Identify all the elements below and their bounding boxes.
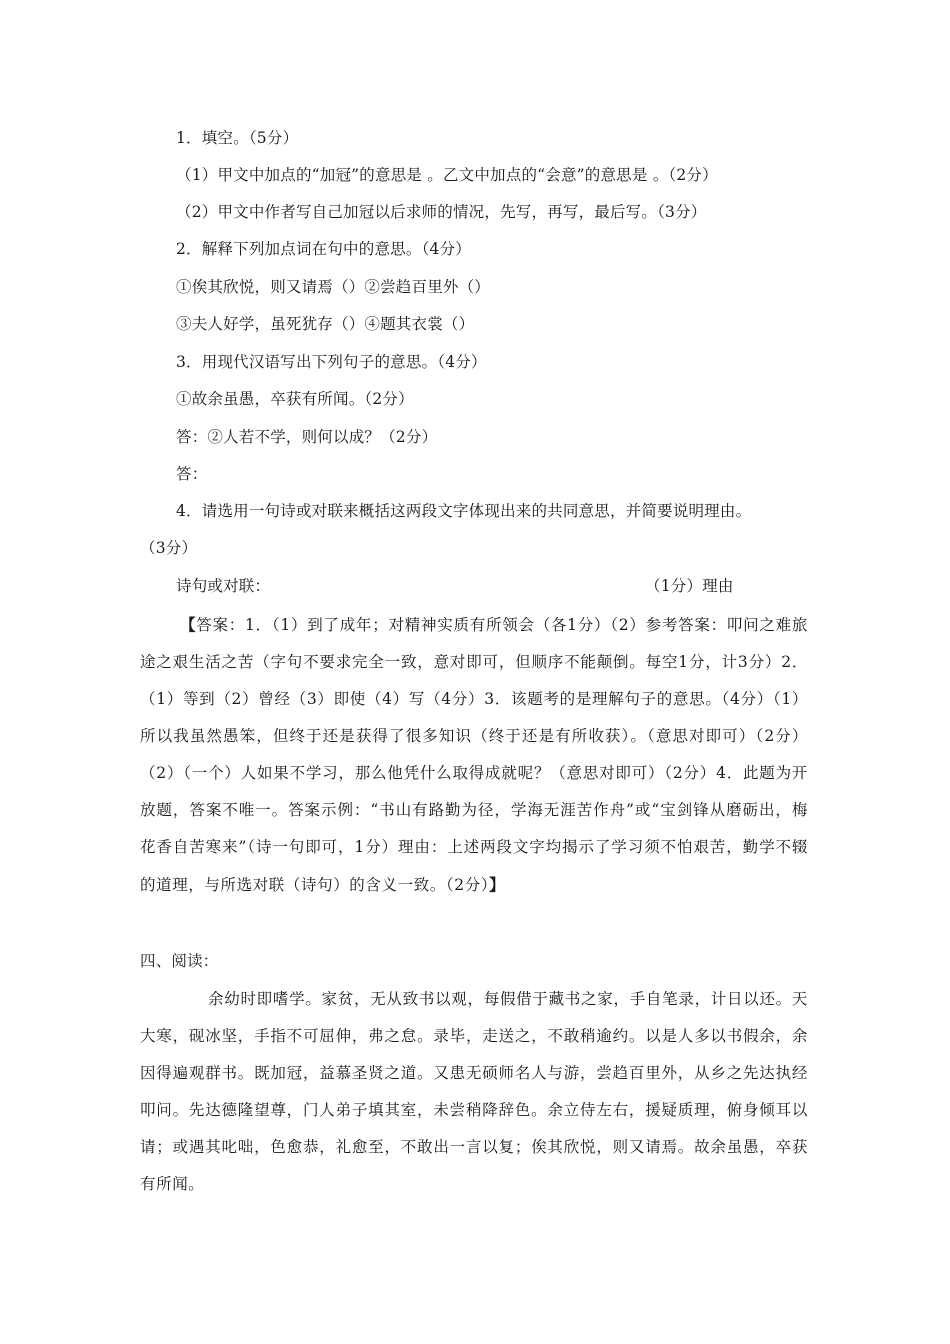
question-2-title: 2．解释下列加点词在句中的意思。（4分） bbox=[176, 240, 471, 258]
reading-passage: 余幼时即嗜学。家贫，无从致书以观，每假借于藏书之家，手自笔录，计日以还。天大寒，砚冰坚，手指不可屈伸，弗之怠。录毕，走送之，不敢稍逾约。以是人多以书假余，余因得遍观群书。既加冠，益慕圣贤之道。又患无硕师名人与游，尝趋百里外，从乡之先达执经叩问。先达德隆望尊，门人弟子填其室，未尝稍降辞色。余立侍左右，援疑质理，俯身倾耳以请；或遇其叱咄，色愈恭，礼愈至，不敢出一言以复；俟其欣悦，则又请焉。故余虽愚，卒获有所闻。 bbox=[140, 990, 808, 1193]
question-4-score: （3分） bbox=[140, 539, 198, 557]
question-3-part-2: 答：②人若不学，则何以成？（2分） bbox=[176, 428, 438, 446]
answer-block bbox=[140, 606, 808, 904]
answer-text: 答案：1．（1）到了成年；对精神实质有所领会（各1分）（2）参考答案：叩问之难旅途之艰生活之苦（字句不要求完全一致，意对即可，但顺序不能颠倒。每空1分，计3分）2．（1）等到（2）曾经（3）即使（4）写（4分）3．该题考的是理解句子的意思。（4分）（1）所以我虽然愚笨，但终于还是获得了很多知识（终于还是有所收获）。（意思对即可）（2分）（2）（一个）人如果不学习，那么他凭什么取得成就呢？（意思对即可）（2分）4．此题为开放题，答案不唯一。答案示例：“书山有路勤为径，学海无涯苦作舟”或“宝剑锋从磨砺出，梅花香自苦寒来”（诗一句即可，1分）理由：上述两段文字均揭示了学习须不怕艰苦，勤学不辍的道理，与所选对联（诗句）的含义一致。（2分） bbox=[140, 616, 808, 894]
question-3-part-1: ①故余虽愚，卒获有所闻。（2分） bbox=[176, 390, 414, 408]
answer-close-bracket: 】 bbox=[489, 875, 506, 894]
question-3-answer: 答： bbox=[176, 465, 208, 483]
question-4-reason: （1分）理由 bbox=[645, 577, 734, 595]
question-2-row-1: ①俟其欣悦，则又请焉（）②尝趋百里外（） bbox=[176, 278, 491, 296]
question-1-part-1: （1）甲文中加点的“加冠”的意思是 。乙文中加点的“会意”的意思是 。（2分） bbox=[176, 166, 718, 184]
question-4-label: 诗句或对联： bbox=[176, 577, 271, 595]
question-1-title: 1．填空。（5分） bbox=[176, 129, 299, 147]
answer-open-bracket: 【 bbox=[180, 615, 197, 634]
question-3-title: 3．用现代汉语写出下列句子的意思。（4分） bbox=[176, 353, 487, 371]
question-1-part-2: （2）甲文中作者写自己加冠以后求师的情况，先写，再写，最后写。（3分） bbox=[176, 203, 707, 221]
question-4-title: 4．请选用一句诗或对联来概括这两段文字体现出来的共同意思，并简要说明理由。 bbox=[176, 502, 752, 520]
question-2-row-2: ③夫人好学，虽死犹存（）④题其衣裳（） bbox=[176, 315, 475, 333]
section-heading: 四、阅读： bbox=[140, 952, 219, 970]
